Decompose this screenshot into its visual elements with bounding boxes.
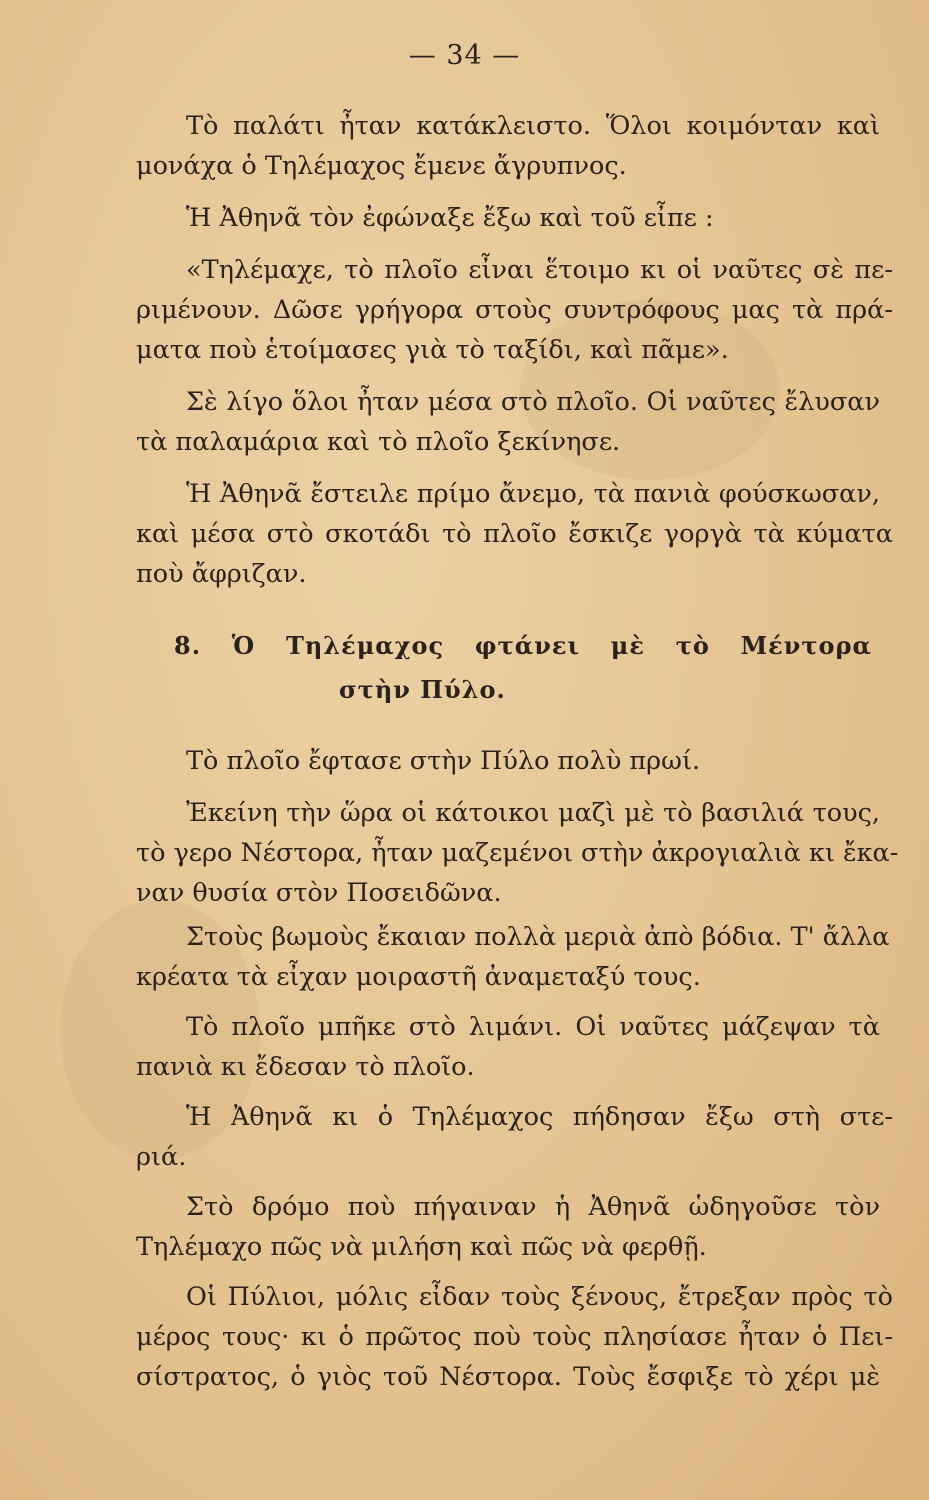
text-line: Ἐκείνη τὴν ὥρα οἱ κάτοικοι μαζὶ μὲ τὸ βασιλιά τους, bbox=[186, 798, 880, 828]
text-line: μονάχα ὁ Τηλέμαχος ἔμενε ἄγρυπνος. bbox=[136, 151, 627, 181]
text-line: τὰ παλαμάρια καὶ τὸ πλοῖο ξεκίνησε. bbox=[136, 427, 621, 457]
text-line: Ἡ Ἀθηνᾶ τὸν ἐφώναξε ἔξω καὶ τοῦ εἶπε : bbox=[186, 203, 714, 233]
text-line: Τὸ πλοῖο ἔφτασε στὴν Πύλο πολὺ πρωί. bbox=[186, 746, 701, 776]
text-line: τὸ γερο Νέστορα, ἦταν μαζεμένοι στὴν ἀκρογιαλιὰ κι ἔκα- bbox=[136, 838, 899, 868]
text-line: ναν θυσία στὸν Ποσειδῶνα. bbox=[136, 878, 502, 908]
text-line: Τὸ παλάτι ἦταν κατάκλειστο. Ὅλοι κοιμόνταν καὶ bbox=[186, 111, 880, 141]
section-heading: στὴν Πύλο. bbox=[339, 675, 506, 704]
text-line: Στὸ δρόμο ποὺ πήγαιναν ἡ Ἀθηνᾶ ὡδηγοῦσε τὸν bbox=[186, 1192, 880, 1222]
text-line: «Τηλέμαχε, τὸ πλοῖο εἶναι ἕτοιμο κι οἱ ναῦτες σὲ πε- bbox=[186, 255, 893, 285]
text-line: Τὸ πλοῖο μπῆκε στὸ λιμάνι. Οἱ ναῦτες μάζεψαν τὰ bbox=[186, 1012, 880, 1042]
text-line: σίστρατος, ὁ γιὸς τοῦ Νέστορα. Τοὺς ἔσφιξε τὸ χέρι μὲ bbox=[136, 1362, 880, 1392]
text-line: ριμένουν. Δῶσε γρήγορα στοὺς συντρόφους μας τὰ πρά- bbox=[136, 295, 893, 325]
text-line: Σὲ λίγο ὅλοι ἦταν μέσα στὸ πλοῖο. Οἱ ναῦτες ἔλυσαν bbox=[186, 387, 880, 417]
text-line: Στοὺς βωμοὺς ἔκαιαν πολλὰ μεριὰ ἀπὸ βόδια. Τ' ἄλλα bbox=[186, 922, 890, 952]
text-line: πανιὰ κι ἔδεσαν τὸ πλοῖο. bbox=[136, 1052, 475, 1082]
section-heading: 8. Ὁ Τηλέμαχος φτάνει μὲ τὸ Μέντορα bbox=[174, 631, 872, 660]
page-number: — 34 — bbox=[408, 40, 521, 71]
text-line: μέρος τους· κι ὁ πρῶτος ποὺ τοὺς πλησίασε ἦταν ὁ Πει- bbox=[136, 1322, 893, 1352]
text-line: Οἱ Πύλιοι, μόλις εἶδαν τοὺς ξένους, ἔτρεξαν πρὸς τὸ bbox=[186, 1282, 893, 1312]
text-line: Ἡ Ἀθηνᾶ κι ὁ Τηλέμαχος πήδησαν ἔξω στὴ στε- bbox=[186, 1102, 893, 1132]
text-line: ματα ποὺ ἑτοίμασες γιὰ τὸ ταξίδι, καὶ πᾶμε». bbox=[136, 335, 729, 365]
text-line: καὶ μέσα στὸ σκοτάδι τὸ πλοῖο ἔσκιζε γοργὰ τὰ κύματα bbox=[136, 519, 893, 549]
text-line: ριά. bbox=[136, 1142, 187, 1172]
text-line: Ἡ Ἀθηνᾶ ἔστειλε πρίμο ἄνεμο, τὰ πανιὰ φούσκωσαν, bbox=[186, 479, 880, 509]
text-line: κρέατα τὰ εἶχαν μοιραστῆ ἀναμεταξύ τους. bbox=[136, 962, 701, 992]
text-line: Τηλέμαχο πῶς νὰ μιλήση καὶ πῶς νὰ φερθῇ. bbox=[136, 1232, 707, 1262]
text-line: ποὺ ἄφριζαν. bbox=[136, 559, 307, 589]
